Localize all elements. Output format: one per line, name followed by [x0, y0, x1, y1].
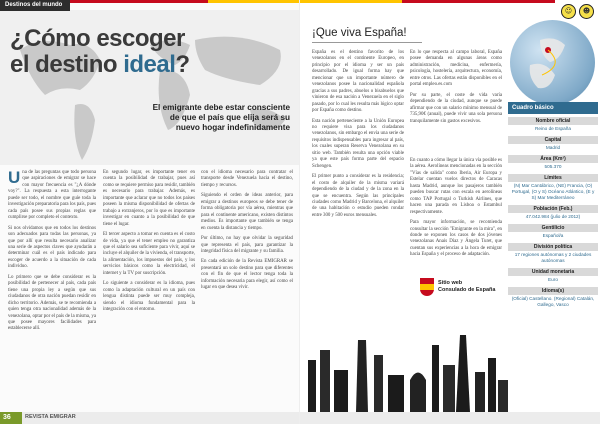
fact-label: Capital	[508, 136, 598, 144]
paragraph: En lo que respecta al campo laboral, España posee demanda en algunas áreas como administración, medicina, enfermería, psicología, hostelería, arquitectura, economía, entre otros. Las ofertas están disponibles en el portal empleo.es.com	[410, 50, 502, 88]
flag-strip	[300, 0, 555, 3]
article-column-3	[201, 170, 293, 296]
fact-value: (N) Mar Cantábrico, (NE) Francia, (O) Portugal, (O y S) Océano Atlántico, (E y S) Mar Mediterráneo	[511, 183, 595, 200]
fact-label: División política	[508, 243, 598, 251]
right-page	[300, 0, 600, 424]
fact-label: Nombre oficial	[508, 117, 598, 125]
paragraph: Lo primero que se debe considerar es la posibilidad de pertenecer al país, cada país tiene una propia ley a según que sus ciudadanos de otra nación puedan residir en dicho territorio. Además, se te recomienda a quien tenga otra nacionalidad además de la venezolana, optar por el país de la misma, ya que posee mayores facilidades para establecerse allí.	[8, 274, 96, 332]
paragraph: Lo siguiente a considerar es la idioma, pues como la adaptación cultural en un país con lengua distinta puede ser muy compleja, siendo el idioma fundamental para la integración con el entorno.	[103, 281, 195, 313]
article-column-2	[103, 170, 195, 318]
headline-line2-pre: el destino	[10, 51, 124, 78]
consulate-line1: Sitio web	[438, 280, 463, 286]
fact-value: Reino de España	[535, 126, 571, 131]
paragraph: Esta nación perteneciente a la Unión Europea no requiere visa para los ciudadanos venezolanos, sin embargo el envía una serie de requisitos indispensables para ingresar al país, los cuales superan Reserva Venezolana en su sitio web. También resulta una opción viable ya que este país forma parte del espacio Schengen.	[312, 118, 404, 169]
fact-label: Unidad monetaria	[508, 268, 598, 276]
fact-row	[508, 287, 598, 309]
flag-strip	[70, 0, 300, 3]
fact-label: Área (Km²)	[508, 155, 598, 163]
fact-value: Madrid	[545, 145, 561, 150]
fact-value: 505.370	[544, 164, 562, 169]
magazine-name: REVISTA EMIGRAR	[25, 414, 76, 420]
article-column-2-continued	[410, 158, 502, 263]
page-number: 36	[0, 412, 22, 424]
globe-illustration	[510, 20, 595, 105]
page-title: ¡Que viva España!	[312, 27, 407, 39]
fact-row	[508, 117, 598, 133]
dropcap: U	[8, 168, 21, 187]
fact-label: Límites	[508, 174, 598, 182]
paragraph: Para mayor información, se recomienda consultar la sección "Emigrante en la mira", en donde se exponen los casos de dos jóvenes venezolanas Anais Díaz y Ángela Turet, que cuentan sus experiencias a la hora de emigrar hacia España y el proceso de adaptación.	[410, 220, 502, 258]
article-column-1	[312, 50, 404, 223]
headline-accent: ideal	[123, 51, 176, 78]
paragraph: Por último, no hay que olvidar la seguridad que representa el país, para garantizar la integridad física del migrante y su familia.	[201, 236, 293, 254]
article-column-1	[8, 170, 96, 337]
fact-label: Gentilicio	[508, 224, 598, 232]
fact-value: (Oficial) Castellano. (Regional) Catalán, Gallego, Vasco	[511, 296, 595, 307]
fact-value: Euro	[548, 277, 558, 282]
fact-box-title: Cuadro básico	[508, 102, 598, 114]
fact-label: Población (Feb.)	[508, 205, 598, 213]
fact-row	[508, 268, 598, 284]
paragraph: En cada edición de la Revista EMIGRAR se presentará un solo destino para que diferentes con el fin de que el lector tenga toda la información necesaria para elegir, así como el lugar en que desea vivir.	[201, 259, 293, 291]
spain-shield-icon	[420, 278, 434, 296]
paragraph: En segundo lugar, es importante tener en cuenta la posibilidad de trabajar, pues así como se requiere permiso para residir, también es necesario para trabajar. Además, es importante que aclarar que no todos los países poseen la misma disponibilidad de ofertas de trabajo a extranjeros, por lo que es importante investigar en cuanto a la posibilidad de que tiene el lugar.	[103, 170, 195, 227]
fact-value: 17 regiones autónomas y 2 ciudades autónomas	[514, 252, 592, 263]
consulate-label	[438, 280, 495, 294]
footer-bar	[300, 412, 600, 424]
globe-map-icon	[510, 20, 595, 105]
headline	[10, 26, 240, 78]
section-tab: Destinos del mundo	[0, 0, 70, 11]
madrid-skyline-illustration	[300, 330, 508, 412]
paragraph: Por su parte, el coste de vida varía dependiendo de la ciudad, aunque se puede afirmar que con un salario mínimo mensual de 735,90€ (anual), puede vivir una sola persona tranquilamente sin gastos excesivos.	[410, 92, 502, 124]
paragraph: na de las preguntas que todo persona que aspiraciones de emigrar se hace con mayor frecuencia es "¿A dónde voy?". La respuesta a esta interrogante puede ser todo, el nombre que guíe toda la investigación preparatoria para los país, pues cada país posee sus propias reglas que cumplirse por completo el contexto.	[8, 170, 97, 221]
fact-row	[508, 224, 598, 240]
smiley-icon: ☻	[579, 4, 594, 19]
title-rule	[312, 42, 422, 43]
paragraph: Siguiendo el orden de ideas anterior, para emigrar a destinos europeos se debe tener de forma obligatoria por vía aérea, mientras que para el continente americano, existen distintos medios. Es importante que también se tenga en cuenta la distancia y tiempo.	[201, 193, 293, 231]
subheading: El emigrante debe estar consciente de que el país que elija será su nuevo hogar indefinidamente	[152, 103, 290, 132]
fact-label: Idioma(s)	[508, 287, 598, 295]
consulate-link[interactable]	[420, 276, 502, 298]
fact-value: 47.042.984 (julio de 2012)	[525, 214, 581, 219]
fact-row	[508, 136, 598, 152]
smiley-icon: ☺	[561, 4, 576, 19]
article-column-2	[410, 50, 502, 129]
fact-row	[508, 205, 598, 221]
consulate-line2: Consulado de España	[438, 287, 496, 293]
fact-box	[508, 102, 598, 412]
headline-line2-post: ?	[175, 51, 190, 78]
badges	[561, 4, 594, 19]
fact-value: Español/a	[542, 233, 564, 238]
fact-row	[508, 243, 598, 265]
paragraph: El primer punto a considerar es la residencia; el costo de alquiler de la misma variará dependiendo de la ciudad y de la zona en la que se encuentra. Según las principales ciudades como Madrid y Barcelona, el alquiler de una habitación o estudio pueden rondar entre 300 y 500 euros mensuales.	[312, 174, 404, 218]
fact-row	[508, 174, 598, 202]
paragraph: Si nos olvidamos que en todos los destinos son adecuados para todas las personas, ya que por allí que resulta necesario analizar una serie de aspectos claves que ayudarán a determinar cuál es el país indicado para escoger de acuerdo a la situación de cada individuo.	[8, 225, 96, 270]
paragraph: España es el destino favorito de los venezolanos en el continente Europeo, en principio por el idioma y ser un país desarrollado. De igual forma hay que mencionar que un importante número de venezolanos posee la nacionalidad española gracias a sus padres, abuelos o bisabuelos que vinieron de esa nación a Venezuela en el siglo pasado, por lo cual les resulta más lógico optar por España como destino.	[312, 50, 404, 114]
paragraph: En cuanto a cómo llegar la única vía posible es la aérea. Aerolíneas mencionadas en la sección "Vías de salida" como Iberia, Air Europa y Estelar cuentan vuelos directos de Caracas hasta Madrid, aunque los pasajeros también pueden buscar rutas con escala en aerolíneas como TAP Portugal o Turkish Airlines, que hacen una parada en Lisboa o Estambul respectivamente.	[410, 158, 502, 215]
paragraph: con el idioma necesario para contratar el transporte desde Venezuela hacia el destino, tiempo y recursos.	[201, 170, 293, 188]
paragraph: El tercer aspecto a tomar en cuenta es el costo de vida, ya que el tener empleo no garantiza que el salario sea suficiente para vivir, aquí se incluye el alquiler de la vivienda, el transporte, la alimentación, los impuestos del país, y los servicios básicos como la electricidad, el internet y la TV por suscripción.	[103, 232, 195, 276]
headline-line1: ¿Cómo escoger	[10, 25, 185, 52]
fact-row	[508, 155, 598, 171]
